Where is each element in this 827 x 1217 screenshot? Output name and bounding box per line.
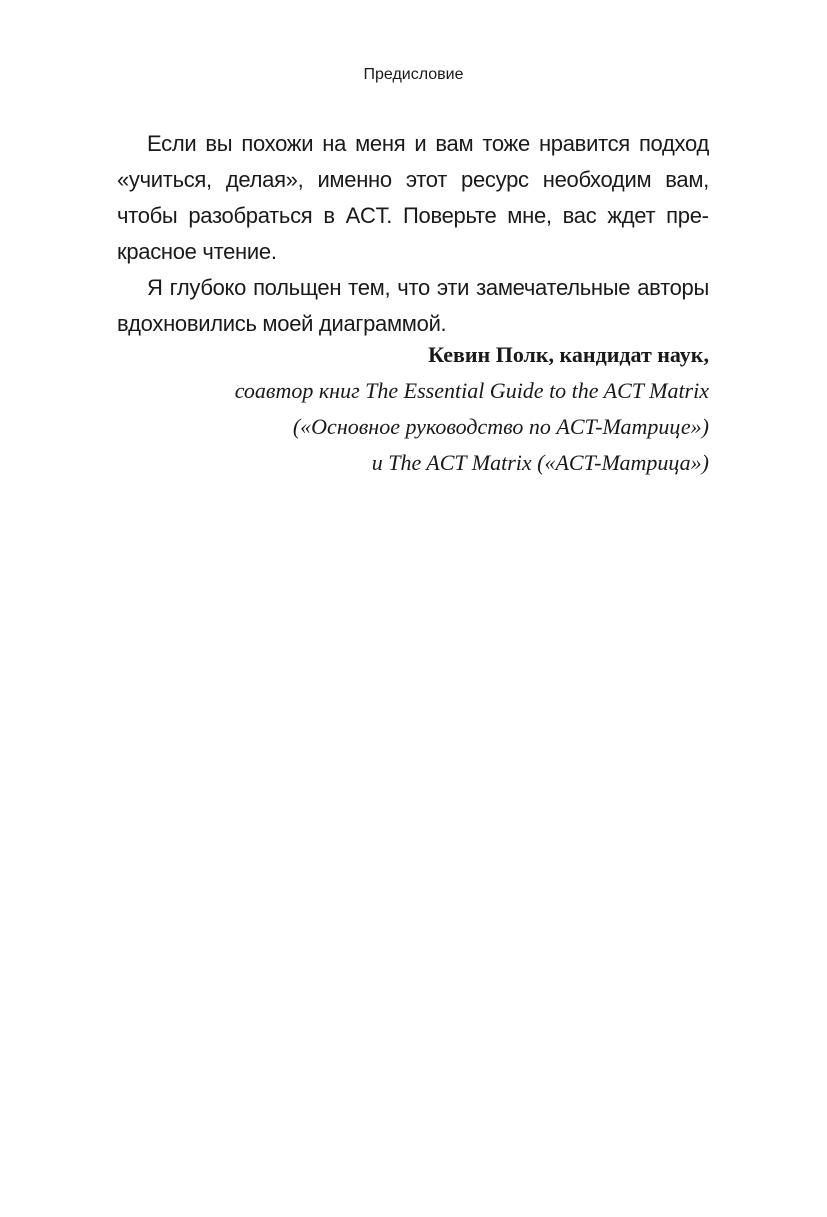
running-head: Предисловие xyxy=(363,66,464,83)
body-text xyxy=(117,126,709,342)
signature-credit-line: соавтор книг The Essential Guide to the ACT Matrix xyxy=(234,378,709,403)
paragraph: Если вы похожи на меня и вам тоже нравится подход «учиться, делая», именно этот ресурс необходим вам, чтобы разобраться в ACT. Поверьте мне, вас ждет прекрасное чтение. xyxy=(117,131,709,264)
paragraph: Я глубоко польщен тем, что эти замечательные авторы вдохновились моей диаграммой. xyxy=(117,275,709,336)
signature-credit-line: и The ACT Matrix («ACT-Матрица») xyxy=(371,450,709,475)
signature-author-name: Кевин Полк, кандидат наук, xyxy=(428,342,709,367)
signature-credit-line: («Основное руководство по ACT-Матрице») xyxy=(292,414,709,439)
signature-block xyxy=(117,337,709,481)
